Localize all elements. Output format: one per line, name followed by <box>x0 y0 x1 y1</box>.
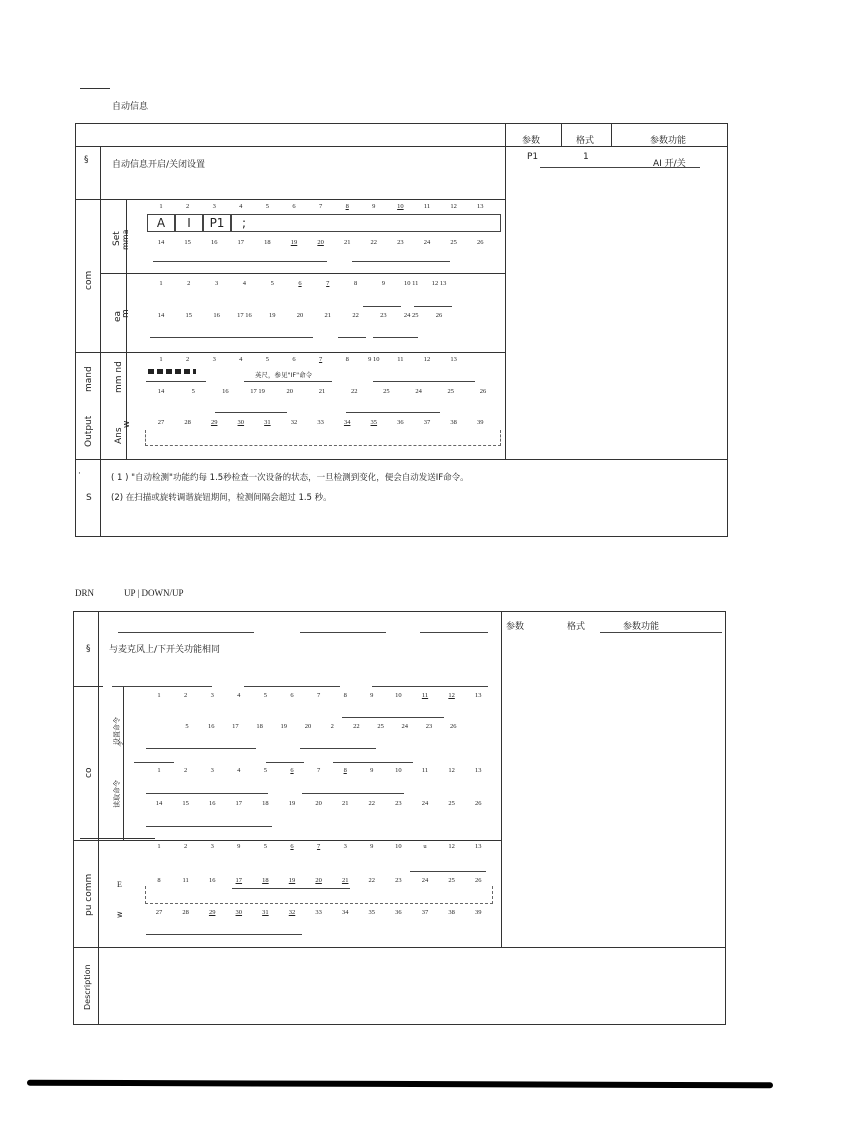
grid-number: 2 <box>183 843 188 850</box>
grid-number: 17 <box>235 800 243 807</box>
s2-label-set-cmd2: 令 <box>118 740 125 747</box>
grid-number: 25 <box>450 239 457 246</box>
s2-label-co: co <box>84 767 94 778</box>
s1-cell-semicolon: ; <box>231 214 501 232</box>
s1-cell-a: A <box>147 214 175 232</box>
grid-number: 18 <box>262 877 269 884</box>
s2-label-description: Description <box>83 964 92 1010</box>
grid-number: 38 <box>450 419 457 426</box>
grid-number: 3 <box>210 843 214 850</box>
s1-label-output: Output <box>84 415 94 447</box>
grid-number: 33 <box>317 419 324 426</box>
grid-number: 4 <box>237 692 241 699</box>
s1-label-read2: m <box>121 309 131 318</box>
grid-number: 27 <box>155 909 163 916</box>
grid-number: 11 <box>421 692 429 699</box>
s2-header-param: 参数 <box>506 622 525 632</box>
grid-number: 20 <box>286 388 294 395</box>
grid-number: 3 <box>343 843 347 850</box>
grid-number: 9 10 <box>368 356 380 363</box>
s1-note-1: ( 1 ) "自动检测"功能约每 1.5秒检查一次设备的状态，一旦检测到变化，便会自动发送IF命令。 <box>111 473 469 483</box>
grid-number: 15 <box>185 312 193 319</box>
grid-number: 8 <box>343 767 347 774</box>
grid-number: 16 <box>208 877 216 884</box>
grid-number: 13 <box>450 356 457 363</box>
grid-number: 14 <box>157 239 165 246</box>
grid-number: 9 <box>370 767 374 774</box>
grid-number: 15 <box>182 800 189 807</box>
grid-number: 32 <box>290 419 298 426</box>
grid-number: 26 <box>479 388 487 395</box>
grid-number: 34 <box>343 419 351 426</box>
grid-number: 14 <box>157 312 165 319</box>
grid-number: 13 <box>474 767 482 774</box>
s1-label-answer2: w <box>122 420 132 428</box>
s1-cell-p1: P1 <box>203 214 231 232</box>
grid-number: 1 <box>157 767 161 774</box>
grid-number: 24 <box>401 723 409 730</box>
grid-number: 10 <box>397 203 404 210</box>
grid-number: 24 <box>415 388 422 395</box>
grid-number: 36 <box>397 419 404 426</box>
grid-number: 14 <box>155 800 163 807</box>
grid-number: 5 <box>263 767 268 774</box>
grid-number: 10 <box>395 692 402 699</box>
grid-number: 23 <box>397 239 404 246</box>
grid-number: 19 <box>268 312 276 319</box>
s1-marker-s: S <box>86 493 92 503</box>
grid-number: 12 13 <box>431 280 447 287</box>
grid-number: 20 <box>315 877 322 884</box>
grid-number: 19 <box>280 723 288 730</box>
grid-number: 8 <box>353 280 358 287</box>
grid-number: 2 <box>185 203 190 210</box>
grid-number: 6 <box>292 356 296 363</box>
grid-number: 32 <box>288 909 296 916</box>
grid-number: 18 <box>264 239 271 246</box>
grid-number: 12 <box>448 692 455 699</box>
grid-number: 21 <box>324 312 332 319</box>
grid-number: 3 <box>212 203 216 210</box>
grid-number: 13 <box>476 203 484 210</box>
grid-number: 1 <box>159 356 163 363</box>
grid-number: 19 <box>288 800 296 807</box>
section2-table <box>73 611 726 1025</box>
grid-number: 39 <box>476 419 484 426</box>
s1-header-function: 参数功能 <box>650 136 687 146</box>
s1-ans-fill <box>148 369 196 374</box>
grid-number: 39 <box>474 909 482 916</box>
grid-number: 24 <box>421 800 429 807</box>
grid-number: 12 <box>448 767 455 774</box>
s2-out-box <box>145 886 493 904</box>
grid-number: 26 <box>435 312 443 319</box>
grid-number: 26 <box>476 239 484 246</box>
grid-number: 3 <box>214 280 219 287</box>
grid-number: 7 <box>326 280 330 287</box>
grid-number: 17 <box>235 877 243 884</box>
grid-number: 21 <box>341 800 349 807</box>
grid-number: 14 <box>157 388 165 395</box>
grid-number: 1 <box>159 280 163 287</box>
s1-param-format: 1 <box>583 152 589 162</box>
grid-number: 3 <box>212 356 216 363</box>
grid-number: u <box>423 843 427 850</box>
grid-number: 9 <box>237 843 241 850</box>
grid-number: 22 <box>368 800 376 807</box>
grid-number: 29 <box>210 419 218 426</box>
grid-number: 16 <box>213 312 220 319</box>
s1-ans-box <box>145 430 501 446</box>
grid-number: 9 <box>381 280 386 287</box>
grid-number: 2 <box>185 356 190 363</box>
grid-number: 16 <box>210 239 218 246</box>
grid-number: 16 <box>208 800 216 807</box>
grid-number: 5 <box>263 692 268 699</box>
grid-number: 2 <box>183 692 188 699</box>
grid-number: 7 <box>316 767 321 774</box>
grid-number: 16 <box>207 723 215 730</box>
grid-number: 28 <box>182 909 189 916</box>
grid-number: 31 <box>264 419 271 426</box>
grid-number: 19 <box>288 877 296 884</box>
grid-number: 8 <box>157 877 161 884</box>
s2-label-read-cmd: 读取命令 <box>113 780 121 808</box>
grid-number: 25 <box>377 723 384 730</box>
grid-number: 35 <box>370 419 378 426</box>
grid-number: 3 <box>210 767 214 774</box>
grid-number: 1 <box>157 843 161 850</box>
grid-number: 2 <box>187 280 191 287</box>
grid-number: 18 <box>256 723 263 730</box>
grid-number: 23 <box>395 800 402 807</box>
grid-number: 4 <box>242 280 247 287</box>
grid-number: 10 <box>395 843 402 850</box>
s1-label-set2: mma <box>121 229 130 250</box>
grid-number: 23 <box>395 877 402 884</box>
grid-number: 2 <box>183 767 188 774</box>
grid-number: 7 <box>316 843 321 850</box>
grid-number: 21 <box>343 239 351 246</box>
grid-number: 8 <box>343 692 347 699</box>
grid-number: 17 16 <box>237 312 252 319</box>
grid-number: 20 <box>304 723 312 730</box>
grid-number: 25 <box>448 800 455 807</box>
grid-number: 5 <box>265 203 270 210</box>
grid-number: 37 <box>423 419 431 426</box>
grid-number: 26 <box>474 877 482 884</box>
s2-label-set-cmd: 设置命令 <box>113 717 121 745</box>
s1-header-param: 参数 <box>522 136 541 146</box>
grid-number: 21 <box>318 388 326 395</box>
s2-header-function: 参数功能 <box>623 622 660 632</box>
bottom-rule <box>27 1080 773 1089</box>
grid-number: 9 <box>372 203 376 210</box>
grid-number: 8 <box>345 356 349 363</box>
grid-number: 20 <box>315 800 322 807</box>
grid-number: 25 <box>447 388 455 395</box>
grid-number: 24 25 <box>403 312 419 319</box>
grid-number: 5 <box>191 388 195 395</box>
grid-number: 26 <box>474 800 482 807</box>
grid-number: 28 <box>184 419 191 426</box>
grid-number: 10 11 <box>403 280 419 287</box>
grid-number: 23 <box>425 723 433 730</box>
s1-note-2: (2) 在扫描或旋转调谐旋钮期间，检测间隔会超过 1.5 秒。 <box>111 493 332 503</box>
grid-number: 21 <box>341 877 349 884</box>
grid-number: 22 <box>370 239 378 246</box>
s1-label-answer: Ans <box>114 427 124 444</box>
grid-number: 4 <box>239 203 243 210</box>
s1-label-set: Set <box>112 231 122 246</box>
grid-number: 35 <box>368 909 376 916</box>
grid-number: 9 <box>370 843 374 850</box>
grid-number: 24 <box>423 239 431 246</box>
grid-number: 17 <box>232 723 239 730</box>
s1-param-name: P1 <box>527 152 539 162</box>
grid-number: 23 <box>380 312 387 319</box>
s1-marker: § <box>84 155 89 165</box>
grid-number: 20 <box>317 239 324 246</box>
s2-label-e: E <box>117 880 122 889</box>
grid-number: 25 <box>448 877 455 884</box>
section1-title: 自动信息 <box>112 102 149 112</box>
grid-number: 22 <box>353 723 360 730</box>
grid-number: 6 <box>292 203 296 210</box>
grid-number: 6 <box>298 280 302 287</box>
grid-number: 7 <box>318 356 323 363</box>
grid-number: 12 <box>448 843 455 850</box>
grid-number: 36 <box>395 909 402 916</box>
grid-number: 37 <box>421 909 429 916</box>
grid-number: 8 <box>345 203 349 210</box>
grid-number: 12 <box>450 203 457 210</box>
s1-param-function: AI 开/关 <box>653 159 686 169</box>
grid-number: 17 <box>237 239 245 246</box>
grid-number: 30 <box>237 419 245 426</box>
grid-number: 5 <box>265 356 270 363</box>
s2-marker: § <box>86 644 91 654</box>
grid-number: 15 <box>184 239 191 246</box>
grid-number: 1 <box>159 203 163 210</box>
s2-label-w: w <box>115 911 124 918</box>
grid-number: 22 <box>350 388 358 395</box>
grid-number: 38 <box>448 909 455 916</box>
grid-number: 27 <box>157 419 165 426</box>
grid-number: 25 <box>383 388 390 395</box>
s1-header-format: 格式 <box>576 136 595 146</box>
grid-number: 11 <box>421 767 429 774</box>
s2-header-format: 格式 <box>567 622 586 632</box>
grid-number: 6 <box>290 843 294 850</box>
grid-number: 6 <box>290 692 294 699</box>
s1-function-text: 自动信息开启/关闭设置 <box>112 160 206 170</box>
grid-number: 16 <box>222 388 229 395</box>
section2-code: DRN <box>75 588 95 598</box>
s1-ans-note: 英尺，参见"IF"命令 <box>255 371 313 379</box>
grid-number: 12 <box>423 356 431 363</box>
grid-number: 9 <box>370 692 374 699</box>
s1-label-mand: mand <box>84 366 94 392</box>
grid-number: 5 <box>185 723 189 730</box>
grid-number: 17 19 <box>250 388 265 395</box>
s2-function-text: 与麦克风上/下开关功能相同 <box>109 645 221 655</box>
grid-number: 11 <box>182 877 189 884</box>
grid-number: 33 <box>315 909 322 916</box>
grid-number: 3 <box>210 692 214 699</box>
grid-number: 22 <box>368 877 376 884</box>
s1-label-com: com <box>84 270 94 290</box>
grid-number: 7 <box>316 692 321 699</box>
grid-number: 31 <box>262 909 269 916</box>
grid-number: 11 <box>423 203 431 210</box>
grid-number: 24 <box>421 877 429 884</box>
grid-number: 13 <box>474 843 482 850</box>
grid-number: 4 <box>239 356 243 363</box>
grid-number: 7 <box>318 203 323 210</box>
grid-number: 19 <box>290 239 298 246</box>
grid-number: 22 <box>352 312 359 319</box>
grid-number: 13 <box>474 692 482 699</box>
grid-number: 18 <box>262 800 269 807</box>
s2-label-pu-comm: pu comm <box>84 873 94 916</box>
grid-number: 26 <box>449 723 457 730</box>
grid-number: 30 <box>235 909 243 916</box>
grid-number: 5 <box>270 280 274 287</box>
grid-number: 5 <box>263 843 268 850</box>
s1-cell-i: I <box>175 214 203 232</box>
grid-number: 34 <box>341 909 349 916</box>
section2-name: UP | DOWN/UP <box>124 588 184 598</box>
s1-label-read: ea <box>113 310 123 322</box>
s1-marker-dot: · <box>78 469 81 479</box>
grid-number: 10 <box>395 767 402 774</box>
grid-number: 2 <box>330 723 334 730</box>
grid-number: 11 <box>397 356 404 363</box>
grid-number: 1 <box>157 692 161 699</box>
s1-label-mm: mm nd <box>114 361 124 393</box>
grid-number: 4 <box>237 767 241 774</box>
grid-number: 6 <box>290 767 294 774</box>
grid-number: 29 <box>208 909 216 916</box>
grid-number: 20 <box>296 312 304 319</box>
